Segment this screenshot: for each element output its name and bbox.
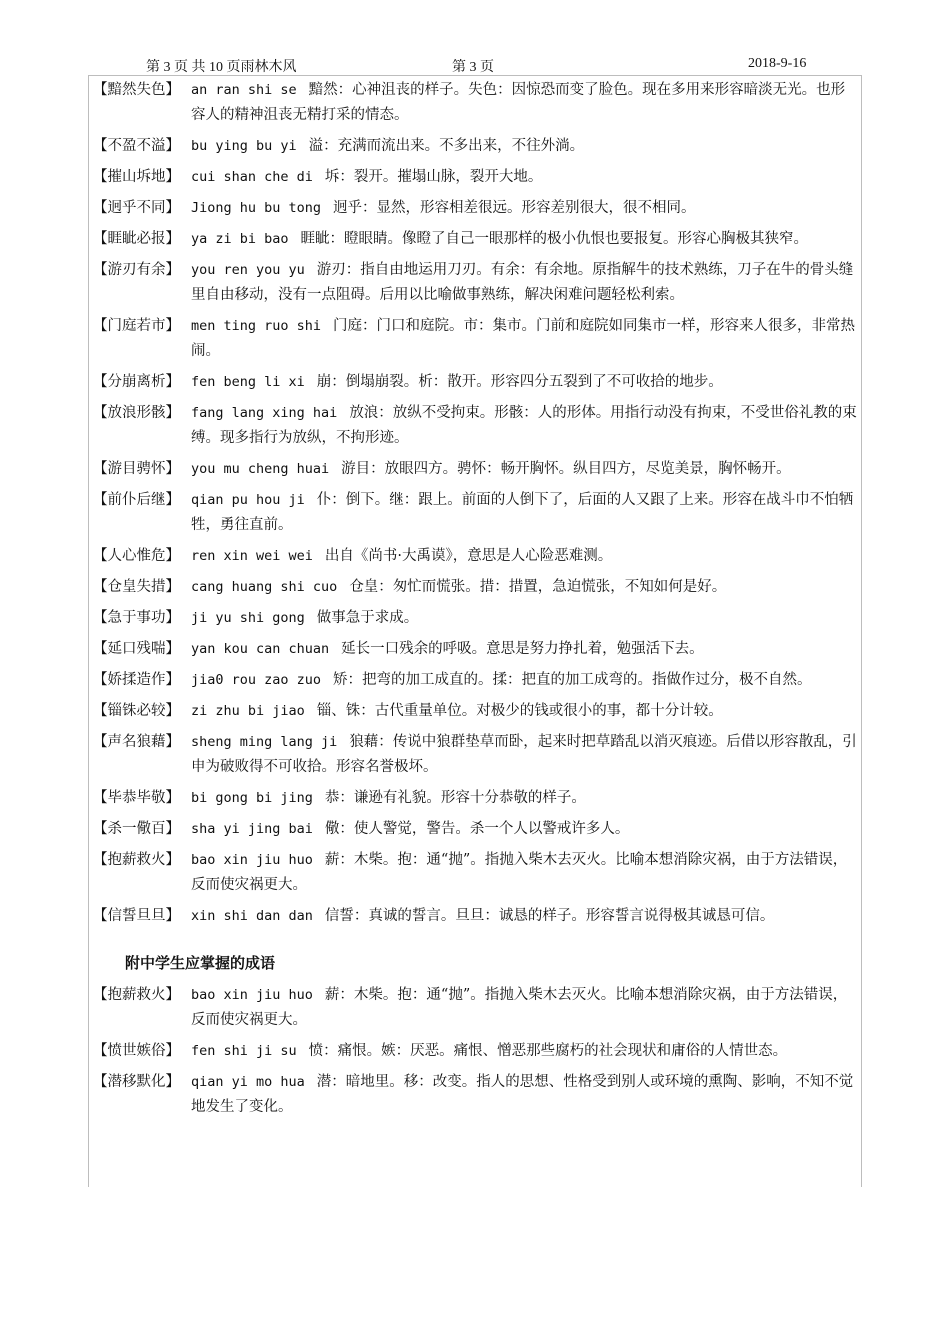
idiom-term: 【门庭若市】	[93, 318, 180, 334]
idiom-pinyin: cang huang shi cuo	[191, 579, 338, 595]
idiom-term: 【延口残喘】	[93, 641, 180, 657]
page-header	[0, 56, 950, 76]
idiom-pinyin: cui shan che di	[191, 169, 313, 185]
idiom-term: 【信誓旦旦】	[93, 908, 180, 924]
idiom-term: 【放浪形骸】	[93, 405, 180, 421]
idiom-body	[191, 786, 863, 811]
idiom-term: 【前仆后继】	[93, 492, 180, 508]
idiom-term: 【毕恭毕敬】	[93, 790, 180, 806]
idiom-term: 【潜移默化】	[93, 1074, 180, 1090]
idiom-definition: 愤：痛恨。嫉：厌恶。痛恨、憎恶那些腐朽的社会现状和庸俗的人情世态。	[308, 1043, 788, 1059]
idiom-term: 【分崩离析】	[93, 374, 180, 390]
idiom-body	[191, 904, 863, 929]
idiom-definition: 游目：放眼四方。骋怀：畅开胸怀。纵目四方，尽览美景，胸怀畅开。	[341, 461, 791, 477]
idiom-pinyin: zi zhu bi jiao	[191, 703, 305, 719]
idiom-body	[191, 488, 863, 538]
idiom-entry	[93, 134, 863, 159]
idiom-entry	[93, 817, 863, 842]
idiom-term: 【游刃有余】	[93, 262, 180, 278]
idiom-pinyin: jia0 rou zao zuo	[191, 672, 322, 688]
idiom-definition: 溢：充满而流出来。不多出来，不往外淌。	[308, 138, 585, 154]
idiom-body	[191, 699, 863, 724]
idiom-body	[191, 575, 863, 600]
idiom-definition: 儆：使人警觉，警告。杀一个人以警戒许多人。	[324, 821, 630, 837]
idiom-body	[191, 165, 863, 190]
idiom-definition: 薪：木柴。抱：通“抛”。指抛入柴木去灭火。比喻本想消除灾祸，由于方法错误，反而使灾祸更大。	[191, 987, 848, 1028]
idiom-definition: 睚眦：瞪眼睛。像瞪了自己一眼那样的极小仇恨也要报复。形容心胸极其狭窄。	[300, 231, 809, 247]
idiom-pinyin: bi gong bi jing	[191, 790, 313, 806]
idiom-entry	[93, 848, 863, 898]
idiom-pinyin: xin shi dan dan	[191, 908, 313, 924]
idiom-definition: 信誓：真诚的誓言。旦旦：诚恳的样子。形容誓言说得极其诚恳可信。	[324, 908, 775, 924]
idiom-term: 【抱薪救火】	[93, 987, 180, 1003]
idiom-pinyin: sheng ming lang ji	[191, 734, 338, 750]
idiom-entry	[93, 1070, 863, 1120]
idiom-term: 【不盈不溢】	[93, 138, 180, 154]
idiom-definition: 潜：暗地里。移：改变。指人的思想、性格受到别人或环境的熏陶、影响，不知不觉地发生了变化。	[191, 1074, 854, 1115]
idiom-term: 【愤世嫉俗】	[93, 1043, 180, 1059]
idiom-entry	[93, 227, 863, 252]
idiom-body	[191, 457, 863, 482]
idiom-entry	[93, 1039, 863, 1064]
idiom-pinyin: sha yi jing bai	[191, 821, 313, 837]
idiom-pinyin: you ren you yu	[191, 262, 305, 278]
idiom-definition: 狼藉：传说中狼群垫草而卧，起来时把草踏乱以消灭痕迹。后借以形容散乱，引申为破败得不可收拾。形容名誉极坏。	[191, 734, 857, 775]
idiom-definition: 门庭：门口和庭院。市：集市。门前和庭院如同集市一样，形容来人很多，非常热闹。	[191, 318, 856, 359]
idiom-pinyin: men ting ruo shi	[191, 318, 322, 334]
idiom-entry	[93, 196, 863, 221]
idiom-term: 【锱铢必较】	[93, 703, 180, 719]
idiom-term: 【娇揉造作】	[93, 672, 180, 688]
idiom-body	[191, 606, 863, 631]
idiom-term: 【声名狼藉】	[93, 734, 180, 750]
section-title: 附中学生应掌握的成语	[125, 954, 276, 972]
idiom-entry	[93, 606, 863, 631]
idiom-term: 【摧山坼地】	[93, 169, 180, 185]
idiom-definition: 崩：倒塌崩裂。析：散开。形容四分五裂到了不可收拾的地步。	[316, 374, 723, 390]
idiom-entry	[93, 904, 863, 929]
idiom-pinyin: ren xin wei wei	[191, 548, 313, 564]
idiom-body	[191, 848, 863, 898]
idiom-pinyin: ji yu shi gong	[191, 610, 305, 626]
idiom-definition: 矫：把弯的加工成直的。揉：把直的加工成弯的。指做作过分，极不自然。	[333, 672, 812, 688]
idiom-term: 【杀一儆百】	[93, 821, 180, 837]
idiom-entry	[93, 78, 863, 128]
idiom-definition: 迥乎：显然，形容相差很远。形容差别很大，很不相同。	[333, 200, 696, 216]
idiom-entry	[93, 314, 863, 364]
section-entries-container	[93, 983, 863, 1120]
idiom-definition: 坼：裂开。摧塌山脉，裂开大地。	[324, 169, 543, 185]
idiom-pinyin: bao xin jiu huo	[191, 987, 313, 1003]
idiom-term: 【急于事功】	[93, 610, 180, 626]
idiom-body	[191, 401, 863, 451]
idiom-pinyin: bao xin jiu huo	[191, 852, 313, 868]
idiom-entry	[93, 544, 863, 569]
idiom-body	[191, 817, 863, 842]
idiom-list	[93, 78, 863, 1126]
idiom-body	[191, 668, 863, 693]
idiom-definition: 仆：倒下。继：跟上。前面的人倒下了，后面的人又跟了上来。形容在战斗巾不怕牺牲，勇往直前。	[191, 492, 854, 533]
idiom-definition: 延长一口残余的呼吸。意思是努力挣扎着，勉强活下去。	[341, 641, 704, 657]
idiom-pinyin: Jiong hu bu tong	[191, 200, 322, 216]
idiom-pinyin: fang lang xing hai	[191, 405, 338, 421]
idiom-term: 【迥乎不同】	[93, 200, 180, 216]
idiom-entry	[93, 488, 863, 538]
header-center: 第 3 页	[452, 60, 494, 75]
idiom-entry	[93, 637, 863, 662]
idiom-term: 【黯然失色】	[93, 82, 180, 98]
idiom-body	[191, 983, 863, 1033]
idiom-body	[191, 544, 863, 569]
idiom-entry	[93, 370, 863, 395]
idiom-pinyin: ya zi bi bao	[191, 231, 289, 247]
idiom-pinyin: an ran shi se	[191, 82, 297, 98]
idiom-entry	[93, 983, 863, 1033]
idiom-definition: 游刃：指自由地运用刀刃。有余：有余地。原指解牛的技术熟练，刀子在牛的骨头缝里自由移动，没有一点阻碍。后用以比喻做事熟练，解决闲难问题轻松利索。	[191, 262, 854, 303]
idiom-definition: 黯然：心神沮丧的样子。失色：因惊恐而变了脸色。现在多用来形容暗淡无光。也形容人的精神沮丧无精打采的情态。	[191, 82, 846, 123]
idiom-definition: 恭：谦逊有礼貌。形容十分恭敬的样子。	[324, 790, 586, 806]
idiom-body	[191, 370, 863, 395]
idiom-entry	[93, 165, 863, 190]
idiom-entry	[93, 457, 863, 482]
idiom-pinyin: qian yi mo hua	[191, 1074, 305, 1090]
idiom-body	[191, 637, 863, 662]
idiom-term: 【人心惟危】	[93, 548, 180, 564]
entries-container	[93, 78, 863, 929]
header-left: 第 3 页 共 10 页雨林木风	[146, 60, 297, 75]
idiom-body	[191, 196, 863, 221]
idiom-body	[191, 314, 863, 364]
idiom-pinyin: fen beng li xi	[191, 374, 305, 390]
idiom-term: 【游目骋怀】	[93, 461, 180, 477]
idiom-definition: 做事急于求成。	[316, 610, 419, 626]
idiom-definition: 仓皇：匆忙而慌张。措：措置，急迫慌张，不知如何是好。	[349, 579, 727, 595]
idiom-definition: 锱、铢：古代重量单位。对极少的钱或很小的事，都十分计较。	[316, 703, 723, 719]
idiom-term: 【睚眦必报】	[93, 231, 180, 247]
idiom-pinyin: yan kou can chuan	[191, 641, 330, 657]
idiom-body	[191, 730, 863, 780]
idiom-body	[191, 78, 863, 128]
idiom-pinyin: qian pu hou ji	[191, 492, 305, 508]
idiom-body	[191, 1039, 863, 1064]
idiom-term: 【仓皇失措】	[93, 579, 180, 595]
idiom-entry	[93, 730, 863, 780]
idiom-definition: 放浪：放纵不受拘束。形骸：人的形体。用指行动没有拘束，不受世俗礼教的束缚。现多指行为放纵，不拘形迹。	[191, 405, 857, 446]
idiom-entry	[93, 401, 863, 451]
idiom-pinyin: bu ying bu yi	[191, 138, 297, 154]
idiom-entry	[93, 699, 863, 724]
idiom-pinyin: fen shi ji su	[191, 1043, 297, 1059]
header-date: 2018-9-16	[748, 56, 807, 71]
idiom-body	[191, 258, 863, 308]
idiom-body	[191, 227, 863, 252]
idiom-definition: 薪：木柴。抱：通“抛”。指抛入柴木去灭火。比喻本想消除灾祸，由于方法错误，反而使灾祸更大。	[191, 852, 848, 893]
idiom-pinyin: you mu cheng huai	[191, 461, 330, 477]
idiom-body	[191, 134, 863, 159]
idiom-entry	[93, 575, 863, 600]
idiom-entry	[93, 668, 863, 693]
idiom-term: 【抱薪救火】	[93, 852, 180, 868]
idiom-definition: 出自《尚书·大禹谟》，意思是人心险恶难测。	[324, 548, 613, 564]
idiom-entry	[93, 258, 863, 308]
idiom-body	[191, 1070, 863, 1120]
idiom-entry	[93, 786, 863, 811]
